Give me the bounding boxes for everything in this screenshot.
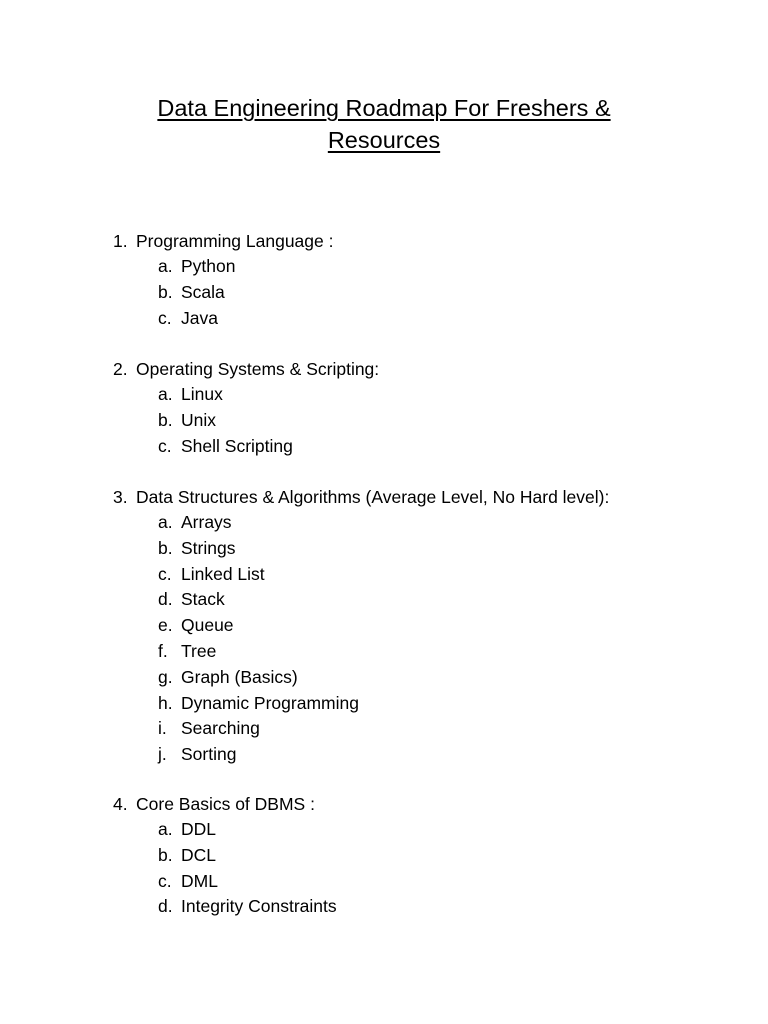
list-item-text: Searching <box>181 718 260 739</box>
list-marker: j. <box>158 744 167 765</box>
list-marker: a. <box>158 256 173 276</box>
list-item <box>113 817 733 843</box>
list-marker: b. <box>158 537 173 558</box>
section-heading-text: Core Basics of DBMS : <box>136 794 315 814</box>
list-item-text: Scala <box>181 281 225 302</box>
list-item-text: Queue <box>181 615 234 636</box>
list-item-text: DDL <box>181 819 217 839</box>
list-item-text: Python <box>181 256 236 276</box>
list-item-text: Integrity Constraints <box>181 896 337 917</box>
list-marker: b. <box>158 409 173 430</box>
list-marker: c. <box>158 870 172 891</box>
list-item <box>113 306 733 332</box>
list-item-text: Dynamic Programming <box>181 692 359 713</box>
list-item-text: Arrays <box>181 512 232 532</box>
list-item-text: Strings <box>181 537 236 558</box>
list-item <box>113 894 733 920</box>
section-number: 4. <box>113 794 128 814</box>
list-marker: h. <box>158 692 173 713</box>
list-item <box>113 716 733 742</box>
list-marker: b. <box>158 844 173 865</box>
list-marker: c. <box>158 435 172 456</box>
list-item-text: Unix <box>181 409 217 430</box>
list-marker: c. <box>158 563 172 584</box>
section-heading <box>113 356 733 382</box>
list-item <box>113 280 733 306</box>
list-marker: g. <box>158 666 173 687</box>
list-item-text: Java <box>181 307 218 328</box>
list-item <box>113 869 733 895</box>
section-heading-text: Operating Systems & Scripting: <box>136 359 380 379</box>
list-item-text: Linux <box>181 384 223 404</box>
list-item-text: Shell Scripting <box>181 435 293 456</box>
list-item <box>113 434 733 460</box>
list-marker: a. <box>158 384 173 404</box>
list-marker: a. <box>158 819 173 839</box>
section-heading <box>113 791 733 817</box>
list-marker: c. <box>158 307 172 328</box>
list-item-text: Stack <box>181 589 225 610</box>
section-heading-text: Data Structures & Algorithms (Average Level, No Hard level): <box>136 487 610 507</box>
list-item <box>113 613 733 639</box>
list-item <box>113 382 733 408</box>
list-item <box>113 639 733 665</box>
section-number: 2. <box>113 359 128 379</box>
section-heading-text: Programming Language : <box>136 231 334 251</box>
list-item-text: Linked List <box>181 563 265 584</box>
list-marker: d. <box>158 589 173 610</box>
list-item <box>113 254 733 280</box>
section-number: 1. <box>113 231 128 251</box>
section-programming-language <box>113 228 733 331</box>
list-item <box>113 562 733 588</box>
list-item-text: Sorting <box>181 744 237 765</box>
section-dbms-basics <box>113 791 733 920</box>
document-title: Data Engineering Roadmap For Freshers & Resources <box>157 95 611 153</box>
section-heading <box>113 228 733 254</box>
list-item-text: Tree <box>181 640 217 661</box>
list-item-text: DML <box>181 870 218 891</box>
list-marker: a. <box>158 512 173 532</box>
list-item <box>113 665 733 691</box>
list-item <box>113 510 733 536</box>
list-item-text: DCL <box>181 844 217 865</box>
list-marker: f. <box>158 640 168 661</box>
list-item-text: Graph (Basics) <box>181 666 298 687</box>
list-item <box>113 742 733 768</box>
list-item <box>113 587 733 613</box>
section-heading <box>113 484 733 510</box>
section-operating-systems <box>113 356 733 459</box>
section-data-structures <box>113 484 733 768</box>
list-marker: i. <box>158 718 167 739</box>
list-item <box>113 536 733 562</box>
list-marker: d. <box>158 896 173 917</box>
list-item <box>113 843 733 869</box>
list-marker: e. <box>158 615 173 636</box>
section-number: 3. <box>113 487 128 507</box>
list-item <box>113 408 733 434</box>
list-item <box>113 691 733 717</box>
list-marker: b. <box>158 281 173 302</box>
